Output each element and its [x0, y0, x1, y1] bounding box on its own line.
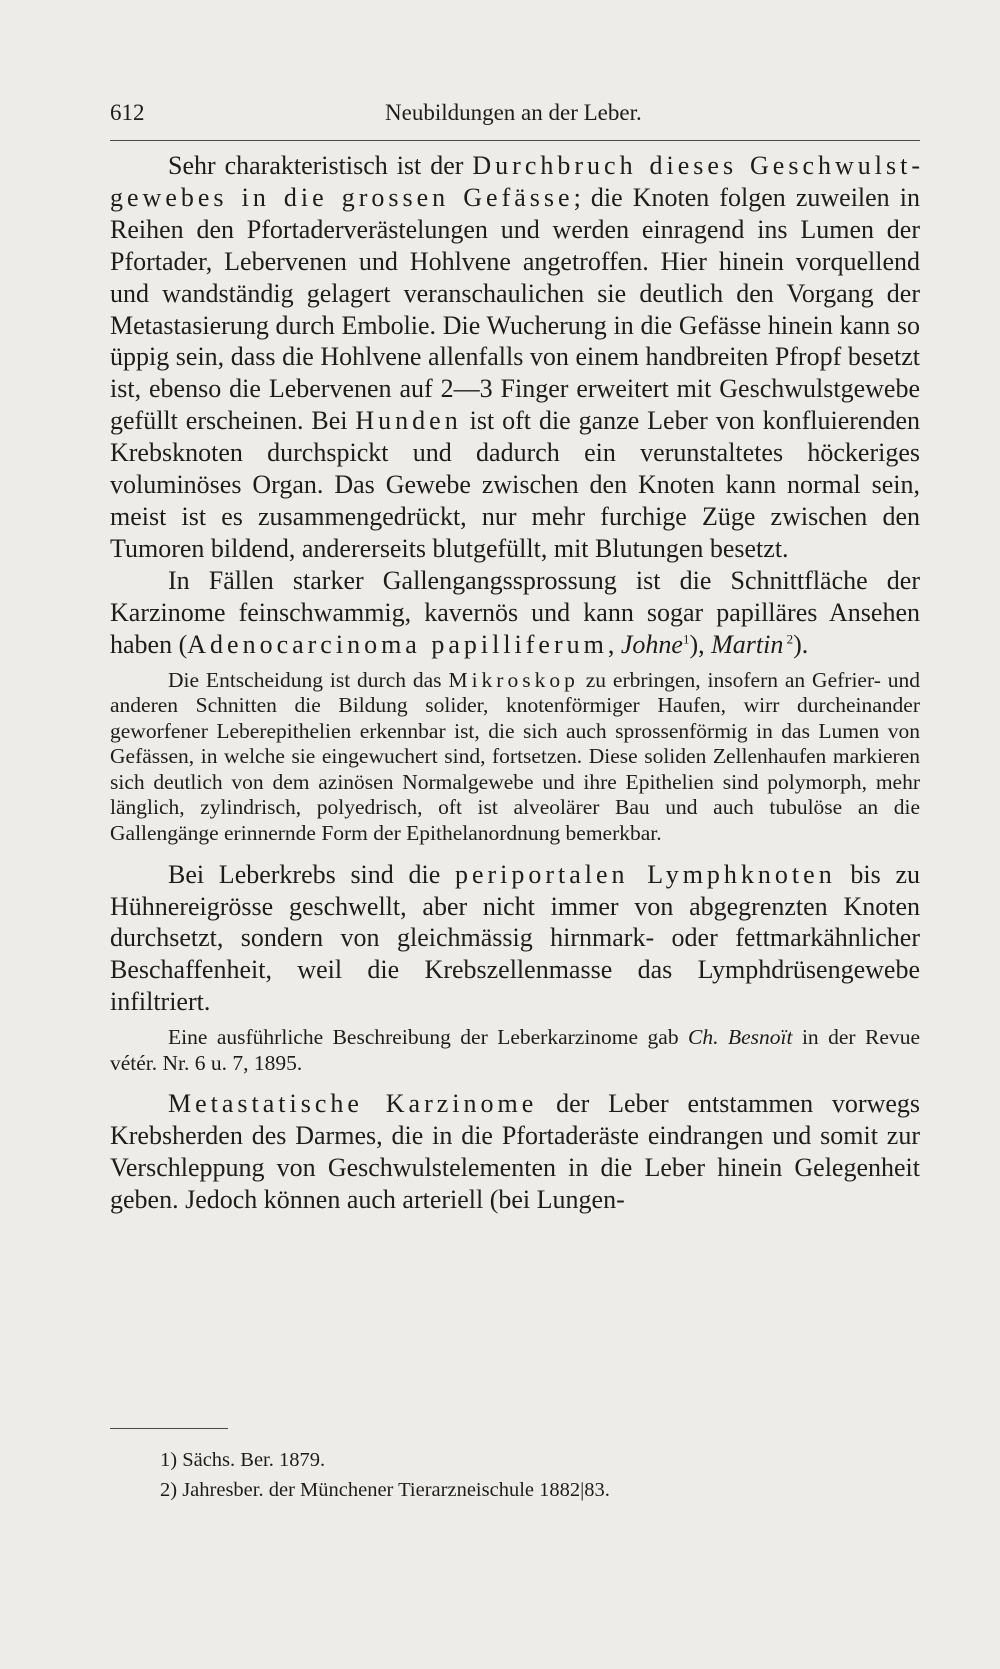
text-run: ; die Knoten folgen zuweilen in Reihen den Pfortaderverästelungen und werden einragend ins Lumen der Pfortader, Lebervenen und Hohlvene angetroffen. Hier hinein vorquellend und wandständig gelagert veranschaulichen sie deutlich den Vorgang der Metastasierung durch Embolie. Die Wucherung in die Gefässe hinein kann so üppig sein, dass die Hohlvene allenfalls von einem handbreiten Pfropf besetzt ist, ebenso die Lebervenen auf 2—3 Finger erweitert mit Geschwulstgewebe gefüllt erscheinen. Bei [110, 182, 920, 436]
footnotes [160, 1445, 900, 1505]
text-run: Die Entscheidung ist durch das [168, 667, 449, 692]
paragraph-metastatische [110, 1088, 920, 1216]
text-run: Eine ausführliche Beschreibung der Leberkarzinome gab [168, 1025, 689, 1050]
text-run: ). [793, 629, 809, 659]
italic-name: Johne [620, 629, 683, 659]
footnote-rule [110, 1428, 228, 1429]
text-run: der Leber entstammen vorwegs Krebsherden des Darmes, die in die Pfortaderäste eindrangen und somit zur Verschleppung von Geschwulstelementen in die Leber hinein Gelegenheit geben. Jedoch können auch arteriell (bei Lungen- [110, 1089, 921, 1215]
spaced-emphasis: Adenocarcinoma papilliferum [187, 629, 608, 659]
paragraph-lymphknoten [110, 859, 920, 1019]
spaced-emphasis: Hunden [355, 406, 462, 436]
text-run: ), [689, 629, 712, 659]
text-run: Bei Leberkrebs sind die [168, 859, 455, 889]
paragraph-durchbruch [110, 150, 920, 565]
text-run: zu erbringen, insofern an Gefrier- und anderen Schnitten die Bildung solider, knotenförmiger Haufen, wirr durcheinander geworfener Leberepithelien erkennbar ist, die sich auch sprossenförmig in das Lumen von Gefässen, in welche sie eingewuchert sind, fortsetzen. Diese soliden Zellenhaufen markieren sich deutlich von dem azinösen Normalgewebe und ihre Epithelien sind polymorph, mehr länglich, zylindrisch, polyedrisch, oft ist alveolärer Bau und auch tubulöse an die Gallengänge erinnernde Form der Epithelanordnung bemerkbar. [110, 667, 920, 846]
running-title: Neubildungen an der Leber. [385, 100, 642, 125]
header-rule [110, 140, 920, 141]
text-run: ist oft die ganze Leber von konfluierenden Krebsknoten durchspickt und dadurch ein verunstaltetes höckeriges voluminöses Organ. Das Gewebe zwischen den Knoten kann normal sein, meist ist es zusammengedrückt, nur mehr furchige Züge zwischen den Tumoren bildend, andererseits blutgefüllt, mit Blutungen besetzt. [110, 406, 921, 563]
paragraph-besnoit [110, 1025, 920, 1076]
text-run: Sehr charakteristisch ist der [168, 151, 473, 180]
footnote-text: Sächs. Ber. 1879. [182, 1449, 326, 1471]
footnote-mark: 1 [160, 1449, 171, 1471]
footnote-2: 2) Jahresber. der Münchener Tierarzneischule 1882|83. [160, 1479, 610, 1501]
footnote-ref: 2 [783, 630, 794, 646]
spaced-emphasis: Mikroskop [448, 667, 579, 692]
spaced-emphasis: Metastatische Karzinome [168, 1089, 538, 1119]
text-run: In Fällen starker Gallengangssprossung ist die Schnittfläche der Karzinome feinschwammig, kavernös und kann sogar papilläres Ansehen haben ( [110, 565, 920, 659]
paragraph-gallengang [110, 565, 920, 661]
italic-name: Ch. Besnoït [688, 1025, 793, 1050]
spaced-emphasis: Durchbruch dieses Geschwulstgewebes in die grossen Gefässe [110, 151, 920, 212]
footnote-mark: 2 [160, 1479, 171, 1501]
text-run: in der Revue vétér. Nr. 6 u. 7, 1895. [110, 1025, 920, 1075]
italic-name: Martin [711, 629, 784, 659]
page-header [110, 100, 920, 136]
spaced-emphasis: periportalen Lymphknoten [454, 859, 836, 889]
page-number: 612 [110, 100, 145, 125]
footnote-1: 1) Sächs. Ber. 1879. [160, 1449, 326, 1471]
text-run: , [607, 629, 621, 659]
footnote-text: Jahresber. der Münchener Tierarzneischule 1882|83. [182, 1479, 610, 1501]
text-run: bis zu Hühnereigrösse geschwellt, aber nicht immer von abgegrenzten Knoten durchsetzt, sondern von gleichmässig hirnmark- oder fettmarkähnlicher Beschaffenheit, weil die Krebszellenmasse das Lymphdrüsengewebe infiltriert. [110, 859, 920, 1017]
main-text [110, 150, 920, 1216]
footnote-ref: 1 [682, 630, 690, 646]
paragraph-mikroskop [110, 668, 920, 847]
